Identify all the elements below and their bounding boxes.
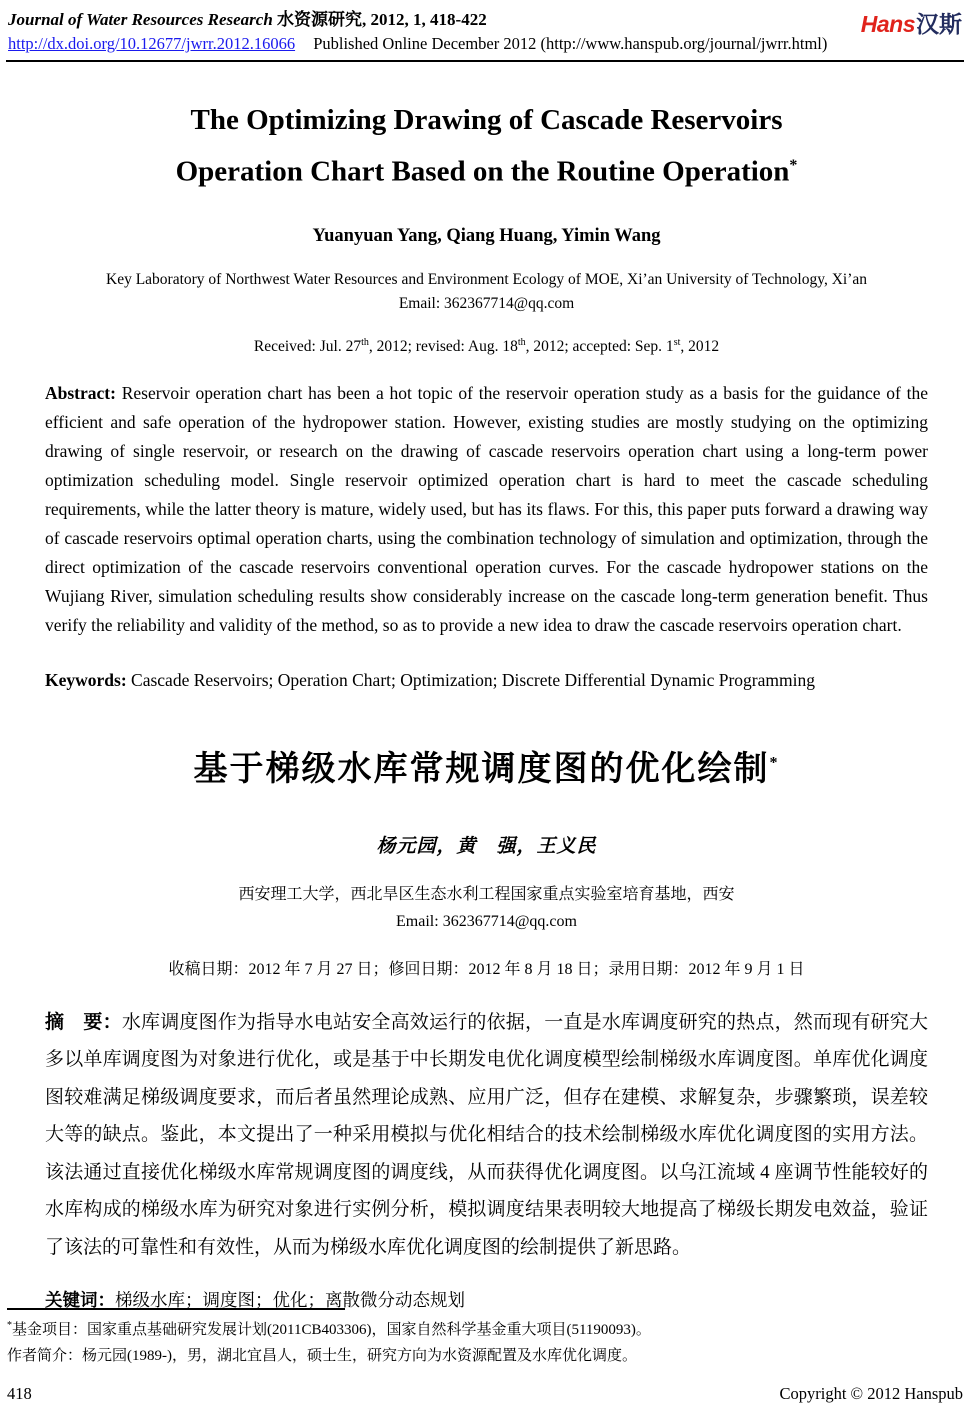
page-footer: [7, 1384, 963, 1404]
journal-title-line: [8, 5, 861, 30]
footnote-block: [7, 1308, 963, 1369]
chinese-abstract-text: 水库调度图作为指导水电站安全高效运行的依据，一直是水库调度研究的热点，然而现有研究大多以单库调度图为对象进行优化，或是基于中长期发电优化调度模型绘制梯级水库调度图。单库优化调度图较难满足梯级调度要求，而后者虽然理论成熟、应用广泛，但存在建模、求解复杂，步骤繁琐，误差较大等的缺点。鉴此，本文提出了一种采用模拟与优化相结合的技术绘制梯级水库优化调度图的实用方法。该法通过直接优化梯级水库常规调度图的调度线，从而获得优化调度图。以乌江流域 4 座调节性能较好的水库构成的梯级水库为研究对象进行实例分析，模拟调度结果表明较大地提高了梯级长期发电效益，验证了该法的可靠性和有效性，从而为梯级水库优化调度图的绘制提供了新思路。: [45, 1011, 928, 1258]
english-keywords: [45, 666, 835, 694]
page-number: 418: [7, 1384, 32, 1403]
received-dates: [45, 337, 928, 356]
hanspub-logo: [861, 6, 962, 39]
chinese-affiliation-block: [45, 881, 928, 935]
received-part: , 2012: [680, 337, 720, 355]
english-title-line2-text: Operation Chart Based on the Routine Operation: [175, 155, 790, 188]
received-part: Received: Jul. 27: [253, 337, 362, 355]
title-footnote-marker: *: [789, 157, 798, 174]
footnote-author-line: 作者简介：杨元园(1989-)，男，湖北宜昌人，硕士生，研究方向为水资源配置及水库优化调度。: [7, 1348, 637, 1364]
english-affiliation-block: [45, 268, 928, 316]
received-part: , 2012; revised: Aug. 18: [368, 337, 518, 355]
chinese-title: [45, 741, 928, 790]
received-ordinal: st: [673, 336, 681, 348]
english-authors: Yuanyuan Yang, Qiang Huang, Yimin Wang: [312, 225, 661, 246]
footnote-asterisk: *: [7, 1320, 12, 1331]
footnote-rule: [7, 1308, 345, 1310]
chinese-email: Email: 362367714@qq.com: [396, 912, 577, 930]
chinese-abstract: [45, 1004, 928, 1267]
abstract-label: Abstract:: [45, 382, 116, 403]
english-title-line2: [45, 143, 928, 195]
chinese-keywords-label: 关键词：: [45, 1290, 115, 1311]
english-title-line1: The Optimizing Drawing of Cascade Reservoirs: [190, 104, 783, 136]
english-abstract: [45, 379, 928, 640]
copyright-text: Copyright © 2012 Hanspub: [779, 1384, 963, 1403]
footnote-fund-text: 基金项目：国家重点基础研究发展计划(2011CB403306)，国家自然科学基金重大项目(51190093)。: [12, 1322, 651, 1338]
hanspub-logo-cn: 汉斯: [916, 11, 962, 37]
journal-header: [6, 0, 964, 62]
paper-body: [45, 98, 928, 1312]
chinese-keywords-text: 梯级水库；调度图；优化；离散微分动态规划: [115, 1290, 465, 1311]
journal-name: Journal of Water Resources Research: [8, 10, 273, 29]
published-online-text: Published Online December 2012 (http://www.hanspub.org/journal/jwrr.html): [313, 34, 828, 53]
footnote-fund-line: [7, 1313, 963, 1343]
chinese-authors: 杨元园，黄 强，王义民: [376, 835, 597, 857]
chinese-affiliation: 西安理工大学，西北旱区生态水利工程国家重点实验室培育基地，西安: [238, 885, 735, 903]
received-part: , 2012; accepted: Sep. 1: [525, 337, 674, 355]
english-email: Email: 362367714@qq.com: [398, 294, 575, 312]
hanspub-logo-latin: Hans: [860, 11, 915, 37]
received-ordinal: th: [361, 336, 369, 348]
chinese-dates: 收稿日期：2012 年 7 月 27 日；修回日期：2012 年 8 月 18 日；录用日期：2012 年 9 月 1 日: [168, 960, 805, 978]
journal-header-text: [8, 5, 861, 54]
journal-issue: 水资源研究, 2012, 1, 418-422: [277, 10, 487, 29]
journal-doi-line: [8, 34, 861, 54]
keywords-text: Cascade Reservoirs; Operation Chart; Optimization; Discrete Differential Dynamic Programming: [131, 669, 815, 690]
english-affiliation: Key Laboratory of Northwest Water Resources and Environment Ecology of MOE, Xi’an University of Technology, Xi’an: [106, 270, 867, 288]
english-title: [45, 98, 928, 195]
abstract-text: Reservoir operation chart has been a hot topic of the reservoir operation study as a basis for the guidance of the efficient and safe operation of the hydropower station. However, existing studies are mostly studying on the optimizing drawing of single reservoir, or research on the drawing of cascade reservoirs operation chart using a long-term power optimization scheduling model. Single reservoir optimized operation chart is hard to meet the cascade scheduling requirements, while the latter theory is mature, widely used, but has its flaws. For this, this paper puts forward a drawing way of cascade reservoirs optimal operation charts, using the combination technology of simulation and optimization, through the direct optimization of the cascade reservoirs conventional operation curves. For the cascade hydropower stations on the Wujiang River, simulation scheduling results show considerably increase on the cascade long-term generation benefit. Thus verify the reliability and validity of the method, so as to provide a new idea to draw the cascade reservoirs operation chart.: [45, 382, 928, 635]
chinese-title-footnote-marker: *: [769, 754, 780, 772]
chinese-abstract-label: 摘 要：: [45, 1011, 122, 1033]
doi-link[interactable]: http://dx.doi.org/10.12677/jwrr.2012.16066: [8, 34, 296, 53]
chinese-title-text: 基于梯级水库常规调度图的优化绘制: [193, 750, 770, 788]
keywords-label: Keywords:: [45, 669, 127, 690]
received-ordinal: th: [517, 336, 526, 348]
